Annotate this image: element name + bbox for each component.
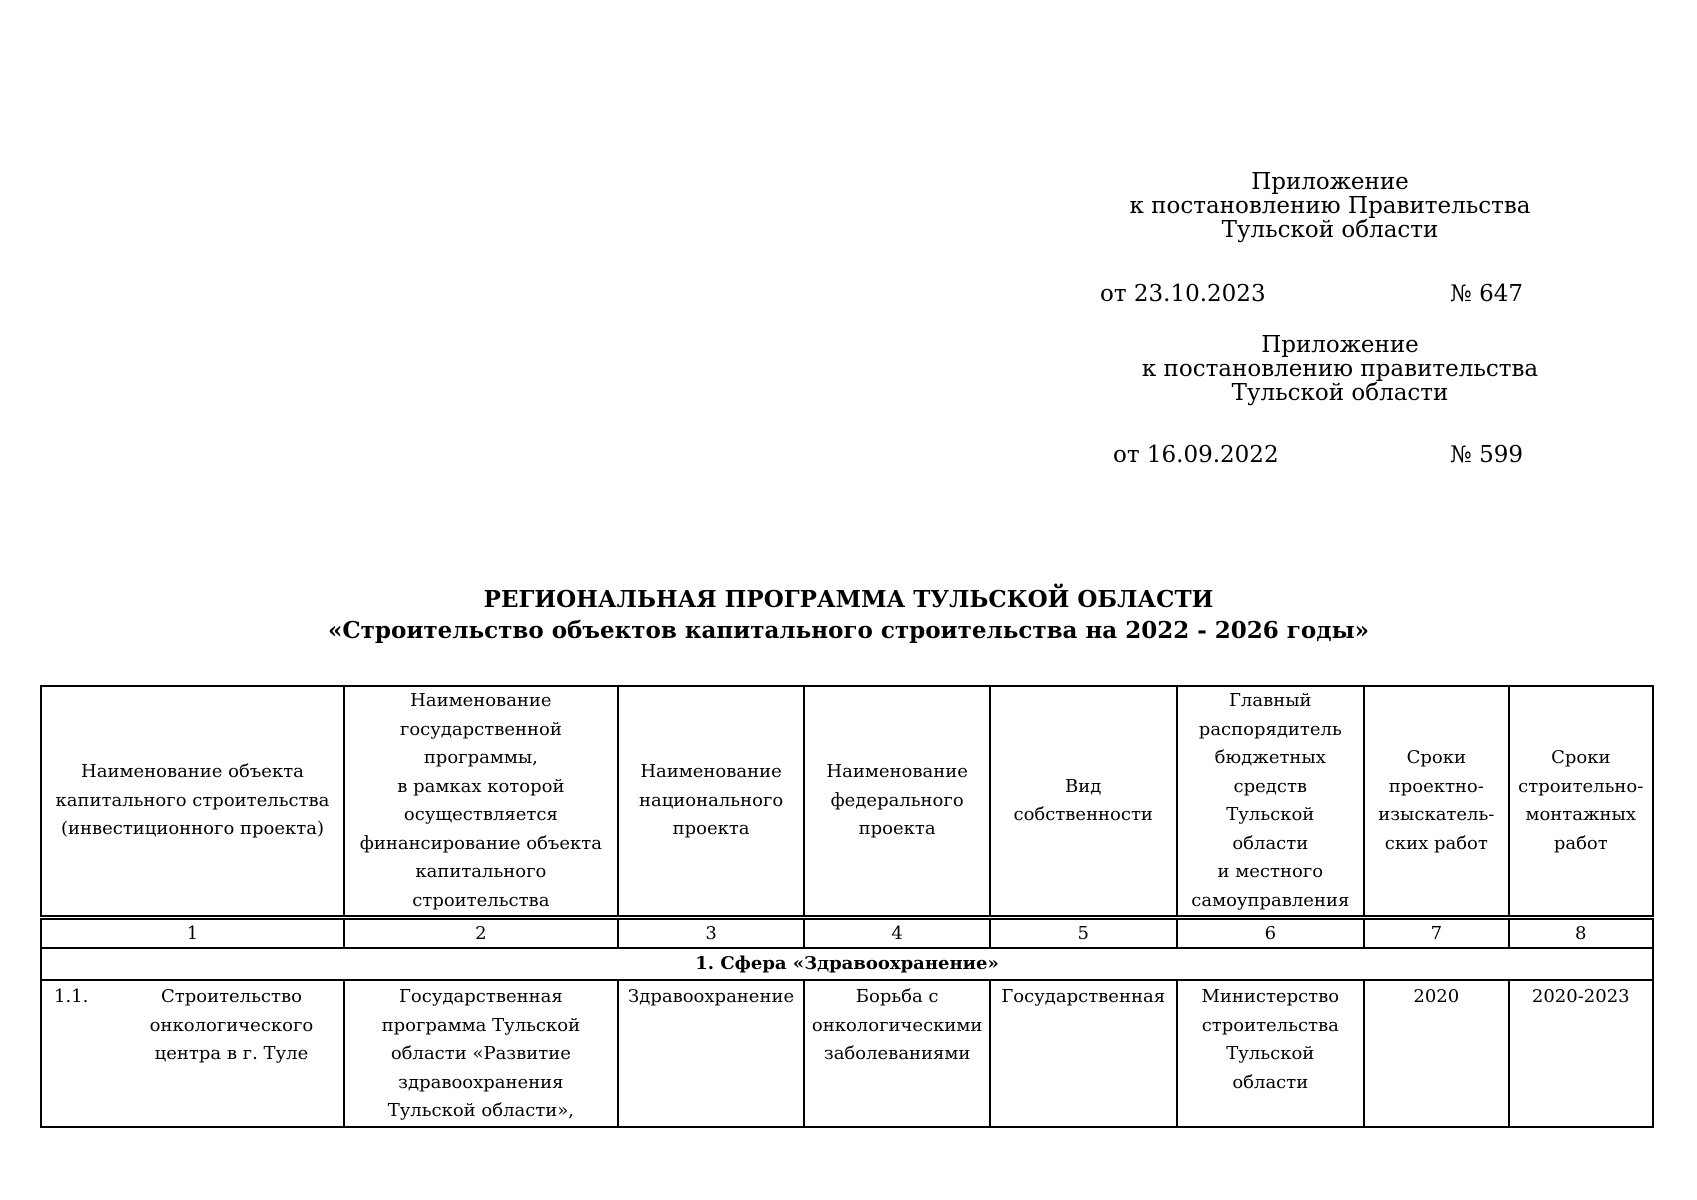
program-title-line1: РЕГИОНАЛЬНАЯ ПРОГРАММА ТУЛЬСКОЙ ОБЛАСТИ [483, 586, 1214, 613]
column-number: 6 [1177, 919, 1365, 948]
column-header: Наименование федерального проекта [804, 686, 990, 916]
federal-project-cell: Борьба с онкологическими заболеваниями [804, 980, 990, 1127]
column-header: Главный распорядитель бюджетных средств Тульской области и местного самоуправления [1177, 686, 1365, 916]
appendix-original-line: к постановлению правительства [1141, 356, 1539, 382]
program-name-cell: Государственная программа Тульской области «Развитие здравоохранения Тульской области», [344, 980, 618, 1127]
appendix-original-line: Тульской области [1231, 380, 1449, 406]
appendix-original-heading [1130, 333, 1550, 405]
section-row [41, 948, 1653, 980]
column-number-row [41, 919, 1653, 948]
program-title-line2: «Строительство объектов капитального строительства на 2022 - 2026 годы» [328, 617, 1369, 644]
appendix-current-line: к постановлению Правительства [1129, 193, 1531, 219]
column-header: Сроки проектно- изыскатель- ских работ [1364, 686, 1508, 916]
column-header: Наименование государственной программы, в рамках которой осуществляется финансирование объекта капитального строительства [344, 686, 618, 916]
column-number: 4 [804, 919, 990, 948]
appendix-original-date: от 16.09.2022 [1113, 442, 1279, 468]
national-project-cell: Здравоохранение [618, 980, 805, 1127]
design-works-cell: 2020 [1364, 980, 1508, 1127]
row-number: 1.1. [54, 986, 89, 1007]
table-header-row [41, 686, 1653, 916]
column-header: Наименование национального проекта [618, 686, 805, 916]
column-number: 3 [618, 919, 805, 948]
column-number: 8 [1509, 919, 1653, 948]
section-title: 1. Сфера «Здравоохранение» [41, 948, 1653, 980]
construction-works-cell: 2020-2023 [1509, 980, 1653, 1127]
table-row [41, 980, 1653, 1127]
appendix-original-line: Приложение [1261, 332, 1419, 358]
column-number: 5 [990, 919, 1177, 948]
appendix-current-line: Приложение [1251, 169, 1409, 195]
ownership-cell: Государственная [990, 980, 1177, 1127]
appendix-current-heading [1120, 170, 1540, 242]
program-title [0, 584, 1697, 646]
column-number: 1 [41, 919, 344, 948]
column-number: 7 [1364, 919, 1508, 948]
column-header: Наименование объекта капитального строительства (инвестиционного проекта) [41, 686, 344, 916]
administrator-cell: Министерство строительства Тульской области [1177, 980, 1365, 1127]
appendix-current-number: № 647 [1450, 281, 1523, 307]
appendix-current-line: Тульской области [1221, 217, 1439, 243]
appendix-original-number: № 599 [1450, 442, 1523, 468]
appendix-current-date: от 23.10.2023 [1100, 281, 1266, 307]
program-table [40, 685, 1654, 1128]
column-header: Сроки строительно- монтажных работ [1509, 686, 1653, 916]
column-number: 2 [344, 919, 618, 948]
column-header: Вид собственности [990, 686, 1177, 916]
object-name-cell: 1.1. Строительство онкологического центра в г. Туле [41, 980, 344, 1127]
